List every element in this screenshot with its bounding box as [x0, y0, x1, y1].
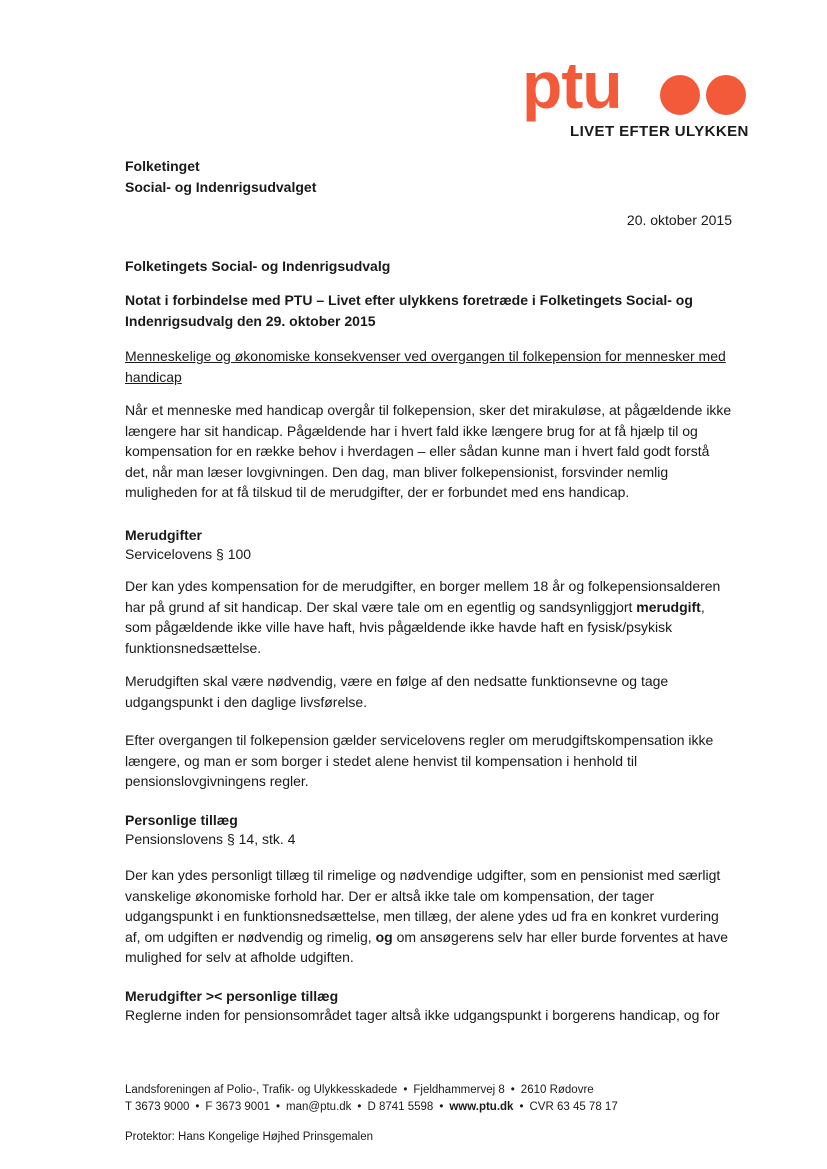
section-paragraph	[125, 865, 735, 968]
footer-direct: D 8741 5598	[367, 1101, 434, 1113]
intro-paragraph: Når et menneske med handicap overgår til folkepension, sker det mirakuløse, at pågældende ikke længere har sit handicap. Pågældende har i hvert fald ikke længere brug for at få hjælp til og kompensation for en række behov i hverdagen – eller sådan kunne man i hvert fald godt forstå det, når man læser lovgivningen. Den dag, man bliver folkepensionist, forsvinder nemlig muligheden for at få tilskud til de merudgifter, der er forbundet med ens handicap.	[125, 402, 732, 500]
section-paragraph: Efter overgangen til folkepension gælder servicelovens regler om merudgiftskompensation ikke længere, og man er som borger i stedet alene henvist til kompensation i henhold til pensionslovgivningens regler.	[125, 732, 714, 789]
text-run: Der kan ydes kompensation for de merudgifter, en borger mellem 18 år og folkepensionsalderen har på grund af sit handicap. Der skal være tale om en egentlig og sandsynliggjort	[125, 578, 721, 615]
recipient-line: Folketinget	[125, 158, 200, 174]
footer-web-link[interactable]: www.ptu.dk	[449, 1101, 514, 1113]
logo-dot-icon	[660, 75, 700, 115]
logo-tagline: LIVET EFTER ULYKKEN	[570, 123, 749, 140]
section-title: Merudgifter	[125, 527, 202, 543]
text-run: Der kan ydes personligt tillæg til rimelige og nødvendige udgifter, som en pensionist med særligt vanskelige økonomiske forhold har. Der er altså ikke tale om kompensation, der tager udgangspunkt i en funktionsnedsættelse, men tillæg, der alene ydes ud fra en konkret vurdering af, om udgiften er nødvendig og rimelig,	[125, 867, 721, 945]
footer-address-line	[125, 1082, 594, 1099]
bullet-separator: •	[439, 1101, 444, 1113]
bullet-separator: •	[357, 1101, 362, 1113]
bullet-separator: •	[276, 1101, 281, 1113]
footer-street: Fjeldhammervej 8	[413, 1084, 505, 1096]
recipient-block	[125, 156, 316, 198]
footer-city: 2610 Rødovre	[520, 1084, 594, 1096]
recipient-line: Social- og Indenrigsudvalget	[125, 179, 317, 195]
addressee: Folketingets Social- og Indenrigsudvalg	[125, 258, 391, 274]
footer-phone: T 3673 9000	[125, 1101, 190, 1113]
footer-contact-line	[125, 1099, 618, 1116]
topic-heading: Menneskelige og økonomiske konsekvenser ved overgangen til folkepension for mennesker med handicap	[125, 348, 726, 385]
letter-date: 20. oktober 2015	[626, 212, 732, 228]
footer-patron: Protektor: Hans Kongelige Højhed Prinsgemalen	[125, 1131, 374, 1143]
bullet-separator: •	[403, 1084, 408, 1096]
section-title: Merudgifter >< personlige tillæg	[125, 988, 339, 1004]
section-subtitle: Servicelovens § 100	[125, 546, 252, 562]
bullet-separator: •	[510, 1084, 515, 1096]
logo-dot-icon	[706, 75, 746, 115]
section-subtitle: Pensionslovens § 14, stk. 4	[125, 831, 296, 847]
subject: Notat i forbindelse med PTU – Livet efter ulykkens foretræde i Folketingets Social- og Indenrigsudvalg den 29. oktober 2015	[125, 292, 693, 329]
text-run: , som pågældende ikke ville have haft, hvis pågældende ikke havde haft en fysisk/psykisk funktionsnedsættelse.	[125, 598, 705, 656]
emphasis-text: merudgift	[636, 598, 701, 615]
section-title: Personlige tillæg	[125, 812, 238, 828]
section-paragraph	[125, 576, 735, 658]
text-run: om ansøgerens selv har eller burde forventes at have mulighed for selv at afholde udgiften.	[125, 928, 729, 965]
footer-org: Landsforeningen af Polio-, Trafik- og Ulykkesskadede	[125, 1084, 398, 1096]
footer-fax: F 3673 9001	[205, 1101, 270, 1113]
footer-cvr: CVR 63 45 78 17	[529, 1101, 618, 1113]
footer-email[interactable]: man@ptu.dk	[286, 1101, 352, 1113]
bullet-separator: •	[195, 1101, 200, 1113]
section-paragraph: Reglerne inden for pensionsområdet tager altså ikke udgangspunkt i borgerens handicap, og for	[125, 1007, 720, 1023]
ptu-logo	[522, 48, 749, 142]
logo-wordmark: ptu	[522, 48, 622, 122]
emphasis-text: og	[375, 928, 393, 945]
section-paragraph: Merudgiften skal være nødvendig, være en følge af den nedsatte funktionsevne og tage udgangspunkt i den daglige livsførelse.	[125, 673, 669, 710]
bullet-separator: •	[519, 1101, 524, 1113]
